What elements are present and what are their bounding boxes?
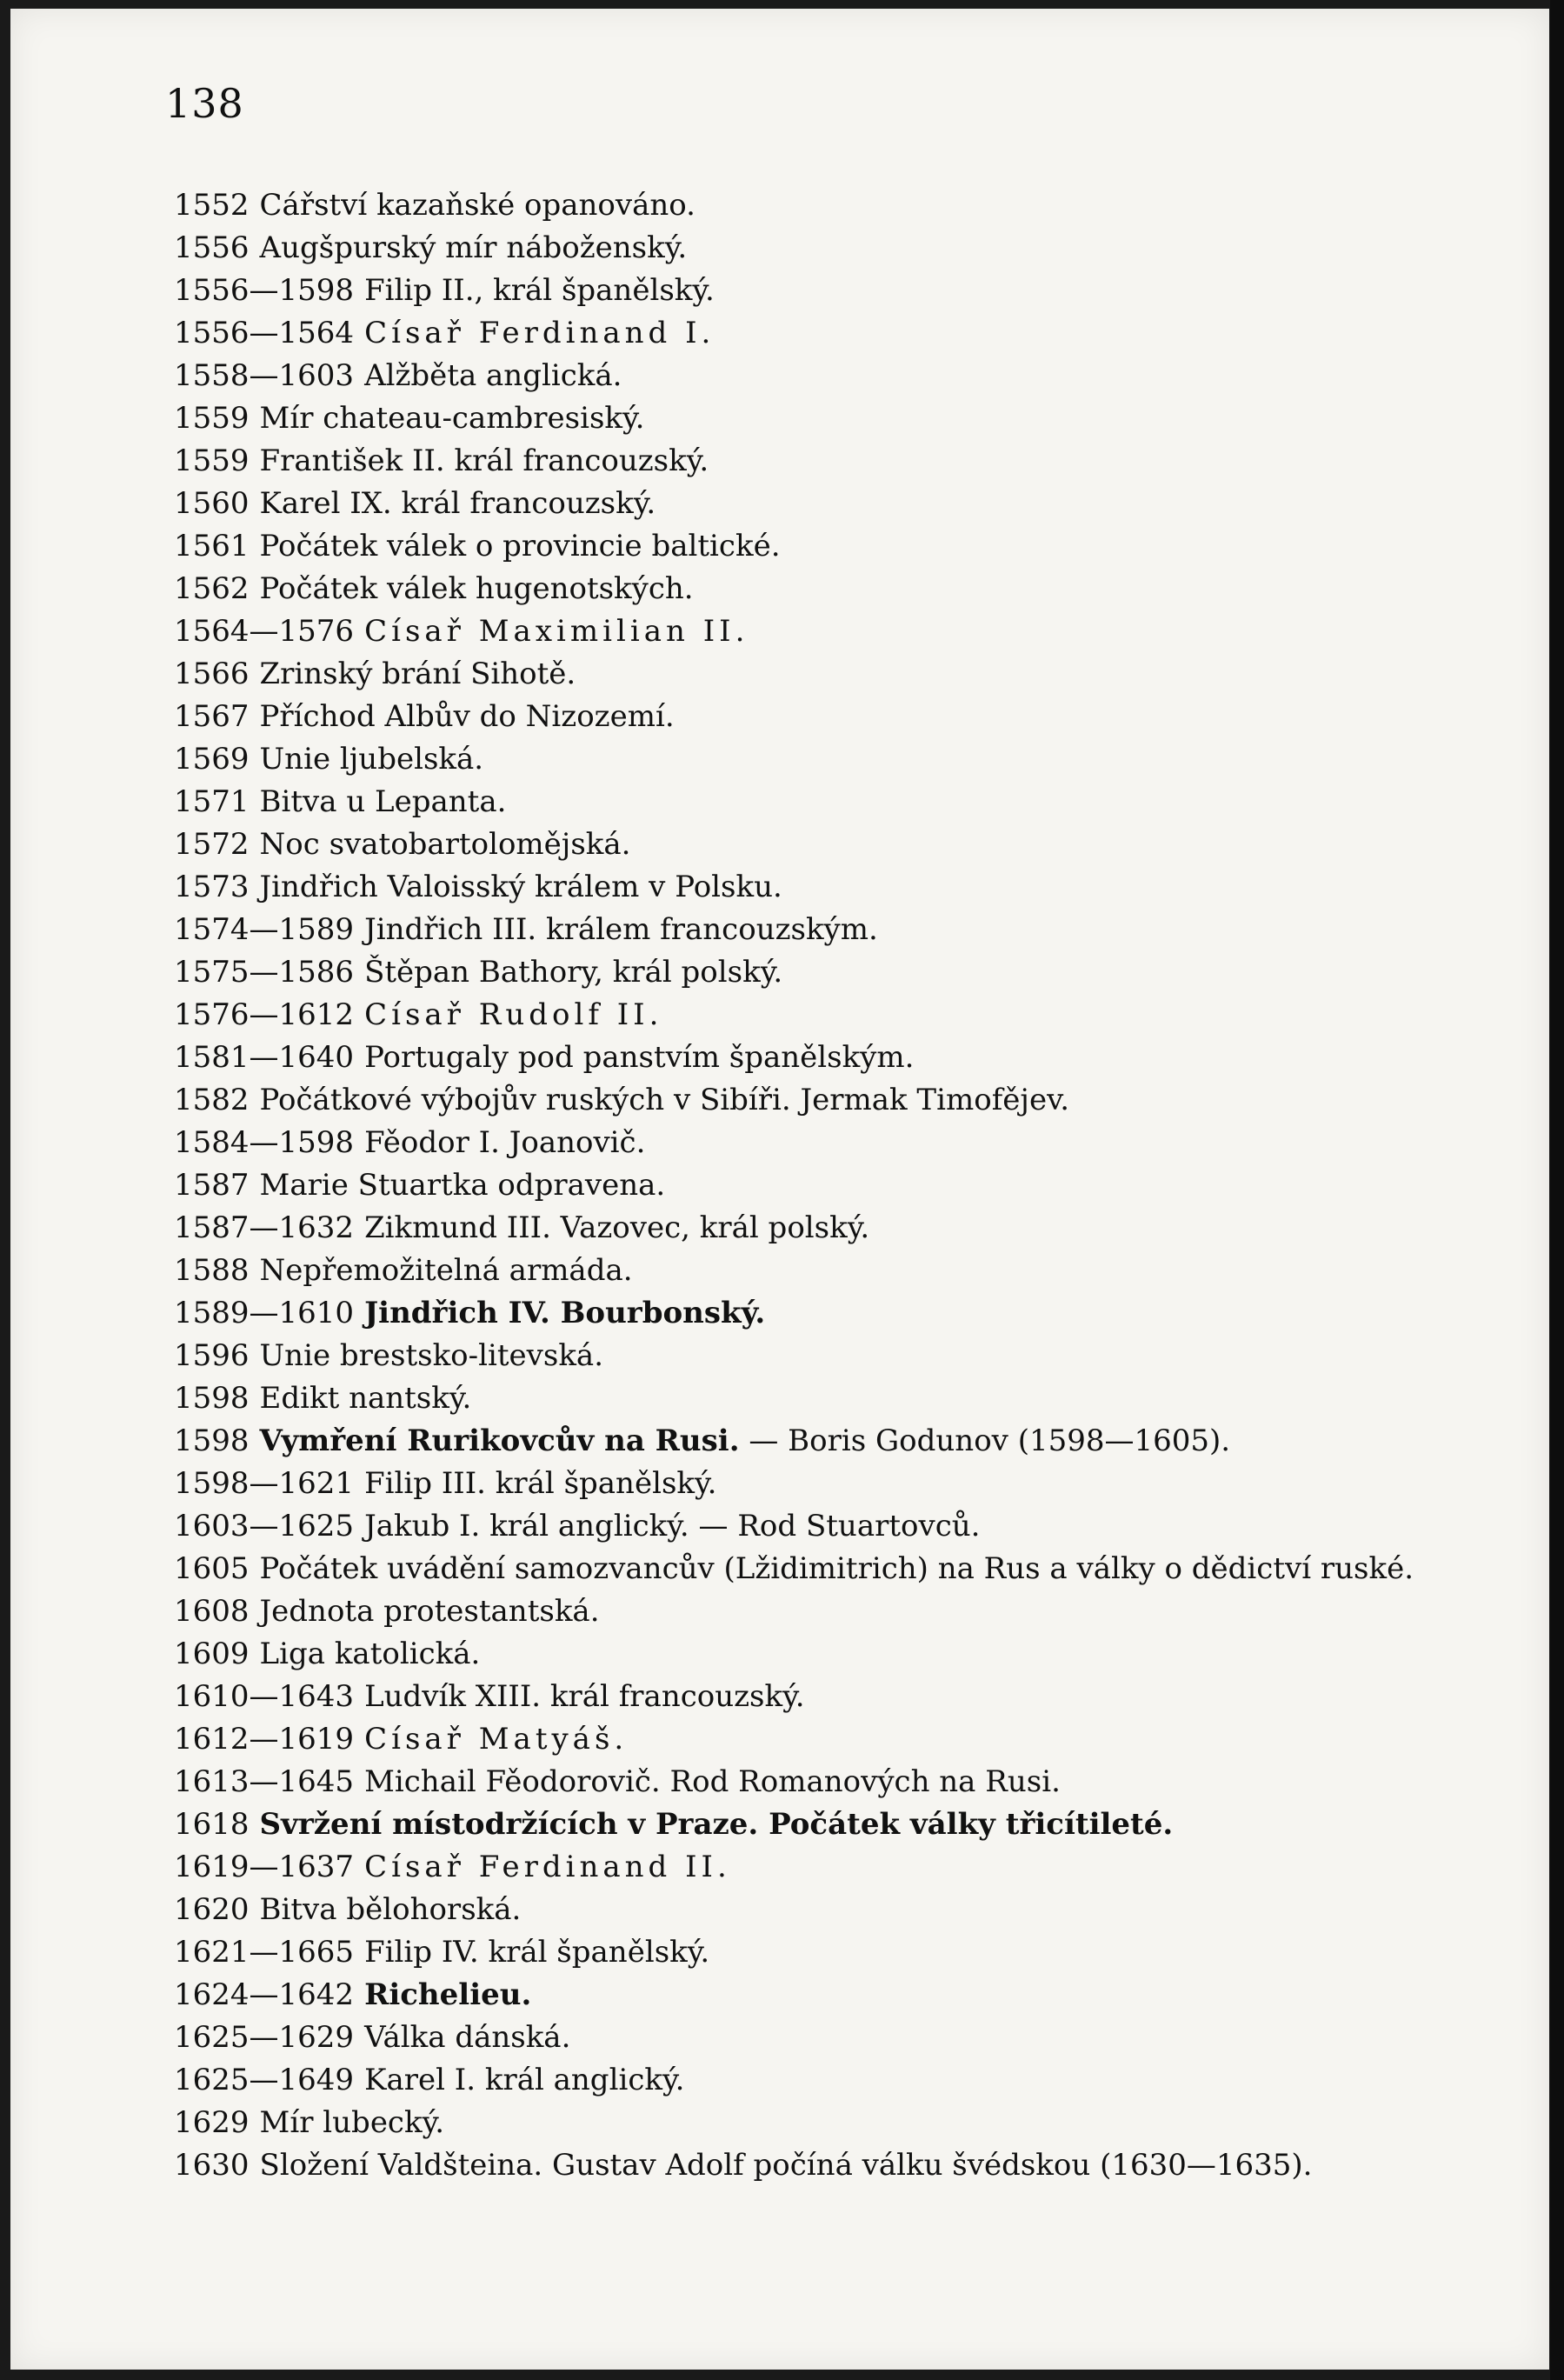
list-item: 1621—1665 Filip IV. král španělský. [174,1935,710,1970]
list-item: 1625—1629 Válka dánská. [174,2020,571,2055]
list-item: 1559 František II. král francouzský. [174,443,709,478]
list-item: 1624—1642 Richelieu. [174,1977,532,2012]
list-item: 1588 Nepřemožitelná armáda. [174,1253,633,1288]
list-item: 1560 Karel IX. král francouzský. [174,486,656,521]
list-item: 1596 Unie brestsko-litevská. [174,1338,604,1373]
list-item: 1629 Mír lubecký. [174,2105,445,2140]
list-item: 1598 Edikt nantský. [174,1381,472,1416]
scan-edge [1550,0,1564,2380]
list-item: 1575—1586 Štěpan Bathory, král polský. [174,955,783,990]
list-item: 1582 Počátkové výbojův ruských v Sibíři. Jermak Timofějev. [174,1083,1070,1117]
list-item: 1572 Noc svatobartolomějská. [174,827,631,862]
list-item: 1587 Marie Stuartka odpravena. [174,1168,666,1203]
list-item: 1552 Cářství kazaňské opanováno. [174,188,695,223]
book-page [10,9,1549,2370]
list-item: 1620 Bitva bělohorská. [174,1892,522,1927]
page-number: 138 [165,80,244,127]
list-item: 1610—1643 Ludvík XIII. král francouzský. [174,1679,805,1714]
list-item: 1589—1610 Jindřich IV. Bourbonský. [174,1296,766,1330]
list-item: 1569 Unie ljubelská. [174,742,484,777]
list-item: 1571 Bitva u Lepanta. [174,784,507,819]
list-item: 1630 Složení Valdšteina. Gustav Adolf počíná válku švédskou (1630—1635). [174,2148,1313,2183]
list-item: 1564—1576 Císař Maximilian II. [174,614,749,649]
list-item: 1608 Jednota protestantská. [174,1594,600,1629]
list-item: 1581—1640 Portugaly pod panstvím španělským. [174,1040,915,1075]
list-item: 1556—1598 Filip II., král španělský. [174,273,715,308]
list-item: 1587—1632 Zikmund III. Vazovec, král polský. [174,1210,870,1245]
list-item: 1559 Mír chateau-cambresiský. [174,401,645,436]
list-item: 1574—1589 Jindřich III. králem francouzským. [174,912,878,947]
list-item: 1576—1612 Císař Rudolf II. [174,997,663,1032]
list-item: 1567 Příchod Albův do Nizozemí. [174,699,675,734]
list-item: 1603—1625 Jakub I. král anglický. — Rod Stuartovců. [174,1509,981,1543]
list-item: 1612—1619 Císař Matyáš. [174,1722,629,1757]
list-item: 1613—1645 Michail Fěodorovič. Rod Romanových na Rusi. [174,1764,1061,1799]
list-item: 1556—1564 Císař Ferdinand I. [174,316,715,350]
list-item: 1618 Svržení místodržících v Praze. Počátek války třicítileté. [174,1807,1174,1842]
list-item: 1625—1649 Karel I. král anglický. [174,2063,685,2097]
list-item: 1584—1598 Fěodor I. Joanovič. [174,1125,646,1160]
chronology-list [174,184,1478,2187]
list-item: 1561 Počátek válek o provincie baltické. [174,529,781,563]
list-item: 1566 Zrinský brání Sihotě. [174,657,576,691]
list-item: 1619—1637 Císař Ferdinand II. [174,1850,731,1884]
list-item: 1598—1621 Filip III. král španělský. [174,1466,717,1501]
list-item: 1558—1603 Alžběta anglická. [174,358,622,393]
list-item: 1609 Liga katolická. [174,1637,481,1671]
list-item: 1605 Počátek uvádění samozvancův (Lžidimitrich) na Rus a války o dědictví ruské. [174,1551,1414,1586]
list-item: 1562 Počátek válek hugenotských. [174,571,694,606]
list-item: 1556 Augšpurský mír náboženský. [174,230,688,265]
list-item: 1573 Jindřich Valoisský králem v Polsku. [174,870,782,904]
list-item: 1598 Vymření Rurikovcův na Rusi. — Boris Godunov (1598—1605). [174,1423,1231,1458]
